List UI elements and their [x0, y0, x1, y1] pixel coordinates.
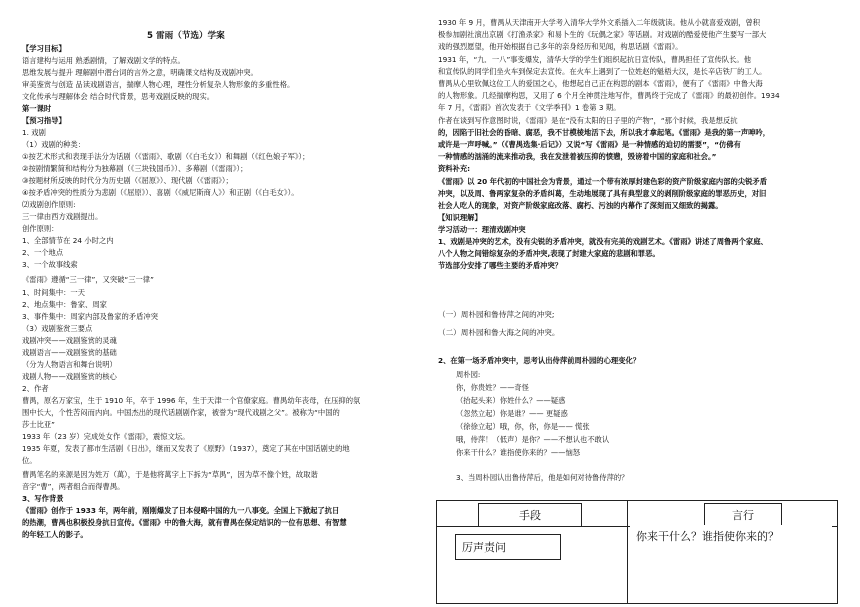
- element-item: 戏剧人物——戏剧鉴赏的核心: [22, 372, 117, 381]
- author-line: 围中长大，个性苦闷而内向。中国杰出的现代话剧剧作家，被誉为“现代戏剧之父”。被称为“中国的: [22, 408, 340, 417]
- supplement-line: 《雷雨》以 20 年代初的中国社会为背景，通过一个带有浓厚封建色彩的资产阶级家庭内部的尖锐矛盾: [438, 177, 767, 186]
- table-header-method: 手段: [478, 503, 582, 527]
- table-cell-method: 厉声责问: [455, 534, 561, 560]
- goal-line: 文化传承与理解体会 结合时代背景，思考戏剧反映的现实。: [22, 92, 215, 101]
- section-preview: 【预习指导】: [22, 116, 66, 125]
- goal-line: 审美鉴赏与创造 品读戏剧语言，揣摩人物心理，理性分析复杂人物形象的多重性格。: [22, 80, 295, 89]
- question-1-line: 1、戏剧是冲突的艺术，没有尖锐的矛盾冲突，就没有完美的戏剧艺术。《雷雨》讲述了周鲁两个家庭、: [438, 237, 768, 246]
- kind-item: ③按题材所反映的时代分为历史剧（《屈原》）、现代剧（《雷雨》）；: [22, 176, 233, 185]
- history-line: 极参加剧社演出京剧《打渔杀家》和易卜生的《玩偶之家》等话剧。对戏剧的酷爱使他产生要写一部大: [438, 30, 767, 39]
- intent-line: 的，因陷于旧社会的昏暗、腐恶，我不甘模棱地活下去，所以我才拿起笔。《雷雨》是我的第一声呻吟，: [438, 128, 771, 137]
- lesson-heading: 第一课时: [22, 104, 52, 113]
- conflict-item: （二）周朴园和鲁大海之间的冲突。: [438, 328, 560, 337]
- element-item: 戏剧冲突——戏剧鉴赏的灵魂: [22, 336, 117, 345]
- section-knowledge: 【知识理解】: [438, 213, 482, 222]
- background-line: 的热潮，曹禺也积极投身抗日宣传。《雷雨》中的鲁大海，就有曹禺在保定结识的一位有思想、有智慧: [22, 518, 347, 527]
- author-line: 音字“曹”，两者组合而得曹禺。: [22, 482, 125, 491]
- focus-item: 2、地点集中：鲁家、周家: [22, 300, 107, 309]
- conflict-item: （一）周朴园和鲁侍萍之间的冲突;: [438, 310, 555, 319]
- elements-heading: （3）戏剧鉴赏三要点: [22, 324, 93, 333]
- drama-heading: 1. 戏剧: [22, 128, 46, 137]
- supplement-line: 社会人吃人的现象，对资产阶级家庭改落、腐朽、污浊的内幕作了深刻而又细致的揭露。: [438, 201, 723, 210]
- kind-item: ①按艺术形式和表现手法分为话剧（《雷雨》、歌剧（《白毛女》）和舞剧（《红色娘子军》）；: [22, 152, 310, 161]
- element-item: 戏剧语言——戏剧鉴赏的基础: [22, 348, 117, 357]
- supplement-heading: 资料补充:: [438, 164, 471, 173]
- dialog-speaker: 周朴园:: [456, 370, 481, 379]
- dialog-line: 你来干什么？谁指使你来的？——恼怒: [456, 448, 581, 457]
- dialog-line: （抬起头来）你姓什么？——疑惑: [456, 396, 566, 405]
- table-divider: [627, 501, 628, 603]
- author-line: 曹禺笔名的来源是因为姓万（萬），于是他将萬字上下拆为“草禺”，因为草不像个姓，故取谐: [22, 470, 318, 479]
- principle-item: 2、一个地点: [22, 248, 64, 257]
- leiyu-rule: 《雷雨》遵循“三一律”，又突破“三一律”: [22, 275, 154, 284]
- intent-line: 作者在谈到写作意图时说，《雷雨》是在“没有太阳的日子里的产物”，“那个时候，我是想反抗: [438, 116, 738, 125]
- principle-item: 1、全部情节在 24 小时之内: [22, 236, 114, 245]
- table-header-words: 言行: [704, 503, 782, 527]
- focus-item: 3、事件集中：周家内部及鲁家的矛盾冲突: [22, 312, 158, 321]
- intent-line: 一种情感的汹涌的流来推动我，我在发泄着被压抑的愤懑，毁谤着中国的家庭和社会。”: [438, 152, 717, 161]
- author-line: 莎士比亚”: [22, 420, 55, 429]
- principle-intro: 三一律由西方戏剧提出。: [22, 212, 103, 221]
- principle-label: 创作原则：: [22, 224, 59, 233]
- section-goals: 【学习目标】: [22, 44, 66, 53]
- author-line: 1935 年夏，发表了都市生活剧《日出》，继而又发表了《原野》（1937），奠定了其在中国话剧史的地: [22, 444, 350, 453]
- author-line: 曹禺，原名万家宝，生于 1910 年，卒于 1996 年，生于天津一个官僚家庭。曹禺幼年丧母，在压抑的氛: [22, 396, 361, 405]
- kind-item: ④按矛盾冲突的性质分为悲剧（《屈原》）、喜剧（《威尼斯商人》）和正剧（《白毛女》）。: [22, 188, 299, 197]
- background-line: 《雷雨》创作于 1933 年，两年前，刚刚爆发了日本侵略中国的九一八事变。全国上下掀起了抗日: [22, 506, 340, 515]
- history-line: 的人物形象。几经揣摩构思，又用了 6 个月全神贯注地写作，曹禺终于完成了《雷雨》的最初创作。1934: [438, 91, 780, 100]
- intent-line: 或许是一声呼喊。”（《曹禺选集·后记》）又说“写《雷雨》是一种情感的迫切的需要”，“仿佛有: [438, 140, 741, 149]
- activity-heading: 学习活动一：理清戏剧冲突: [438, 225, 526, 234]
- history-line: 和宣传队的同学们坐火车到保定去宣传。在火车上遇到了一位姓赵的魁梧大汉，是长辛店铁厂的工人。: [438, 67, 767, 76]
- table-cell-quote: 你来干什么？谁指使你来的？: [630, 525, 832, 547]
- question-3: 3、当周朴园认出鲁侍萍后，他是如何对待鲁侍萍的？: [456, 473, 629, 482]
- background-heading: 3、写作背景: [22, 494, 64, 503]
- history-line: 1931 年，“九．一八”事变爆发，清华大学的学生们组织起抗日宣传队，曹禺担任了宣传队长。他: [438, 55, 752, 64]
- dialog-line: 你，你贵姓？——奇怪: [456, 383, 529, 392]
- history-line: 曹禺从心里钦佩这位工人的爱国之心，他想起自己正在构思的剧本《雷雨》，便有了《雷雨》中鲁大海: [438, 79, 763, 88]
- question-1-line: 节选部分安排了哪些主要的矛盾冲突？: [438, 261, 563, 270]
- page-title: 5 雷雨（节选）学案: [147, 31, 225, 41]
- author-heading: 2、作者: [22, 384, 49, 393]
- goal-line: 语言建构与运用 熟悉剧情，了解戏剧文学的特点。: [22, 56, 185, 65]
- dialog-line: 哦，侍萍！（低声）是你？——不想认也不敢认: [456, 435, 610, 444]
- author-line: 位。: [22, 456, 37, 465]
- question-1-line: 八个人物之间错综复杂的矛盾冲突,表现了封建大家庭的悲剧和罪恶。: [438, 249, 660, 258]
- dialog-line: （忽然立起）你是谁？—— 更疑惑: [456, 409, 568, 418]
- history-line: 1930 年 9 月，曹禺从天津南开大学考入清华大学外文系插入二年级就读。他从小就喜爱戏剧，曾积: [438, 18, 761, 27]
- focus-item: 1、时间集中：一天: [22, 288, 86, 297]
- dialog-line: （徐徐立起）哦，你，你，你是—— 慌张: [456, 422, 590, 431]
- element-item: （分为人物语言和舞台说明）: [22, 360, 117, 369]
- goal-line: 思维发展与提升 理解剧中潜台词的言外之意，明确课文结构及戏剧冲突。: [22, 68, 258, 77]
- kind-item: ②按剧情繁简和结构分为独幕剧（《三块钱国币》）、多幕剧（《雷雨》）；: [22, 164, 248, 173]
- supplement-line: 冲突，以及周、鲁两家复杂的矛盾纠葛，生动地展现了具有典型意义的剥削阶级家庭的罪恶历史，对旧: [438, 189, 767, 198]
- question-2: 2、在第一场矛盾冲突中，思考认出侍萍前周朴园的心理变化？: [438, 356, 641, 365]
- author-line: 1933 年（23 岁）完成处女作《雷雨》，震惊文坛。: [22, 432, 190, 441]
- background-line: 的年轻工人的影子。: [22, 530, 88, 539]
- principle-heading: ⑵戏剧创作原则:: [22, 200, 76, 209]
- kinds-heading: （1）戏剧的种类：: [22, 140, 86, 149]
- principle-item: 3、一个故事线索: [22, 260, 78, 269]
- history-line: 戏的强烈愿望，他开始根据自己多年的亲身经历和见闻，构思话剧《雷雨》。: [438, 42, 683, 51]
- history-line: 年 7 月，《雷雨》首次发表于《文学季刊》1 卷第 3 期。: [438, 103, 621, 112]
